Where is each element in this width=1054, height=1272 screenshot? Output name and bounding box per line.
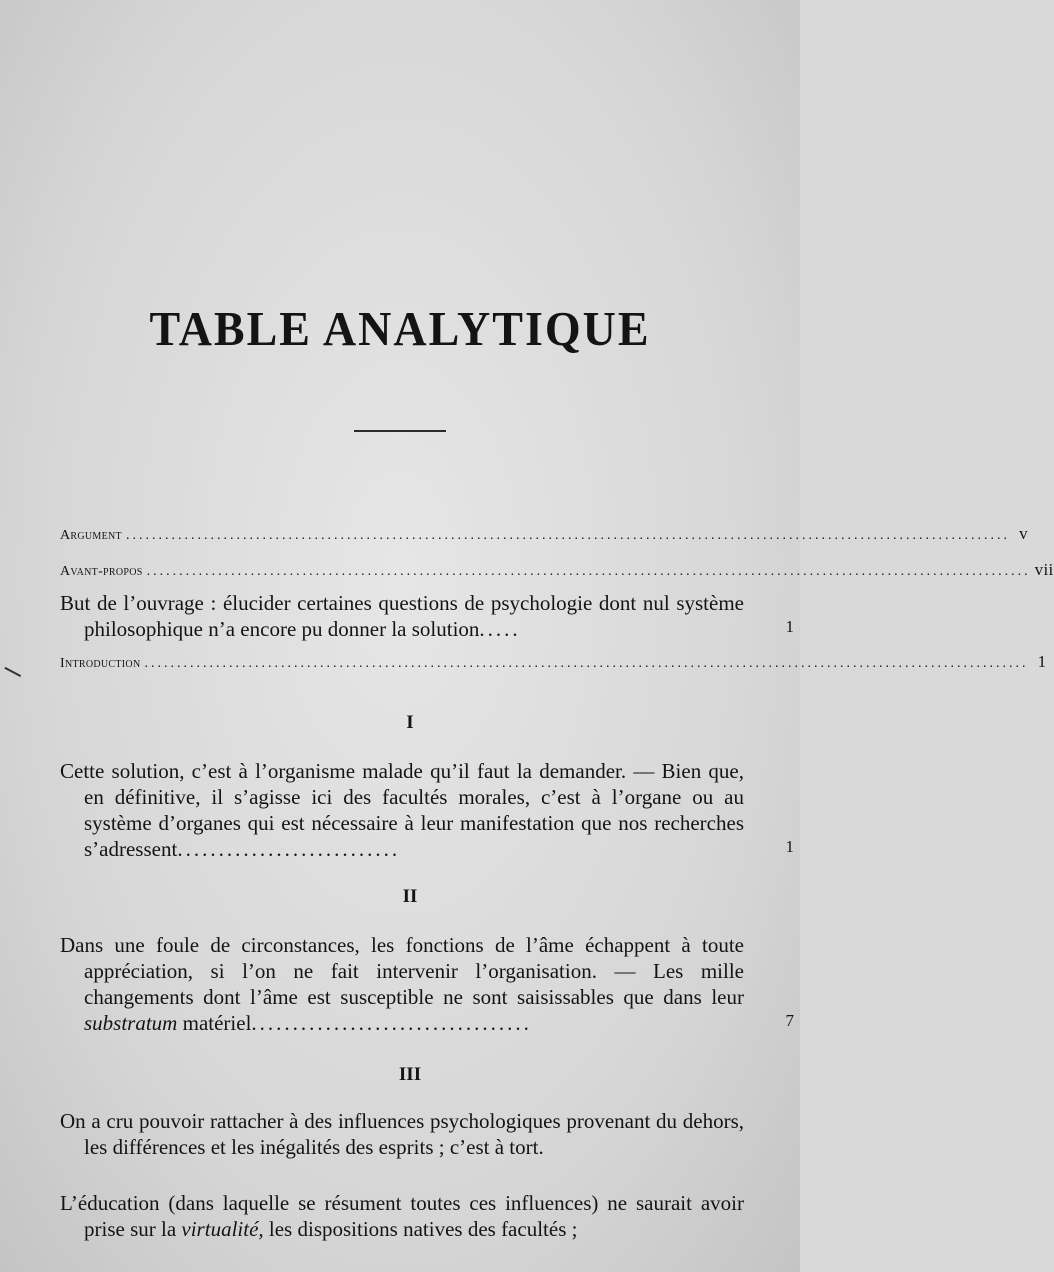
- section-text: Dans une foule de circonstances, les fonctions de l’âme échappent à toute appréciation, si l’on ne fait intervenir l’organisation. — Les mille changements dont l’âme est susceptible ne sont saisissables que dans leur: [60, 933, 744, 1009]
- section-2-text: [60, 932, 794, 1036]
- entry-page: v: [1019, 524, 1028, 543]
- bleed-through-texture: [60, 55, 750, 87]
- entry-text: But de l’ouvrage : élucider certaines questions de psychologie dont nul système philosophique n’a encore pu donner la solution: [60, 591, 744, 641]
- entry-page: 1: [785, 617, 794, 636]
- entry-page: 1: [1037, 652, 1047, 671]
- margin-pencil-mark: [0, 667, 21, 691]
- dot-leader: ...........................: [177, 837, 401, 861]
- section-number-2: II: [402, 886, 418, 907]
- dot-leader: ........................................................................................................................................: [144, 656, 1029, 671]
- section-number-3: III: [398, 1064, 422, 1085]
- section-text-italic: virtualité,: [181, 1217, 264, 1241]
- section-text: L’éducation (dans laquelle se résument toutes ces influences) ne saurait avoir prise sur la: [60, 1191, 744, 1241]
- section-text-italic: substratum: [84, 1011, 178, 1035]
- entry-page: vii: [1034, 560, 1054, 579]
- dot-leader: ........................................................................................................................................: [146, 564, 1031, 579]
- section-page: 7: [785, 1011, 794, 1030]
- entry-label: Argument: [60, 528, 122, 543]
- page-title: TABLE ANALYTIQUE: [149, 301, 651, 356]
- section-1-text: [60, 758, 794, 862]
- dot-leader: ........................................................................................................................................: [125, 528, 1010, 543]
- section-3-text-2: [60, 1190, 744, 1242]
- entry-label: Introduction: [60, 656, 141, 671]
- title-rule: [354, 430, 446, 432]
- toc-entry-argument: [60, 524, 1028, 544]
- section-page: 1: [785, 837, 794, 856]
- toc-entry-introduction: [60, 652, 1047, 672]
- section-number-1: I: [406, 712, 414, 733]
- dot-leader: ..................................: [251, 1011, 532, 1035]
- dot-leader: .....: [479, 617, 521, 641]
- entry-label: Avant-propos: [60, 564, 143, 579]
- section-text: matériel: [177, 1011, 252, 1035]
- toc-entry-avant-propos: [60, 560, 1054, 580]
- section-3-text-1: On a cru pouvoir rattacher à des influences psychologiques provenant du dehors, les différences et les inégalités des esprits ; c’est à tort.: [60, 1109, 744, 1159]
- section-text: les dispositions natives des facultés ;: [263, 1217, 578, 1241]
- toc-entry-but: [60, 590, 794, 642]
- section-text: Cette solution, c’est à l’organisme malade qu’il faut la demander. — Bien que, en définitive, il s’agisse ici des facultés morales, c’est à l’organe ou au système d’organes qui est nécessaire à leur manifestation que nos recherches s’adressent: [60, 759, 744, 861]
